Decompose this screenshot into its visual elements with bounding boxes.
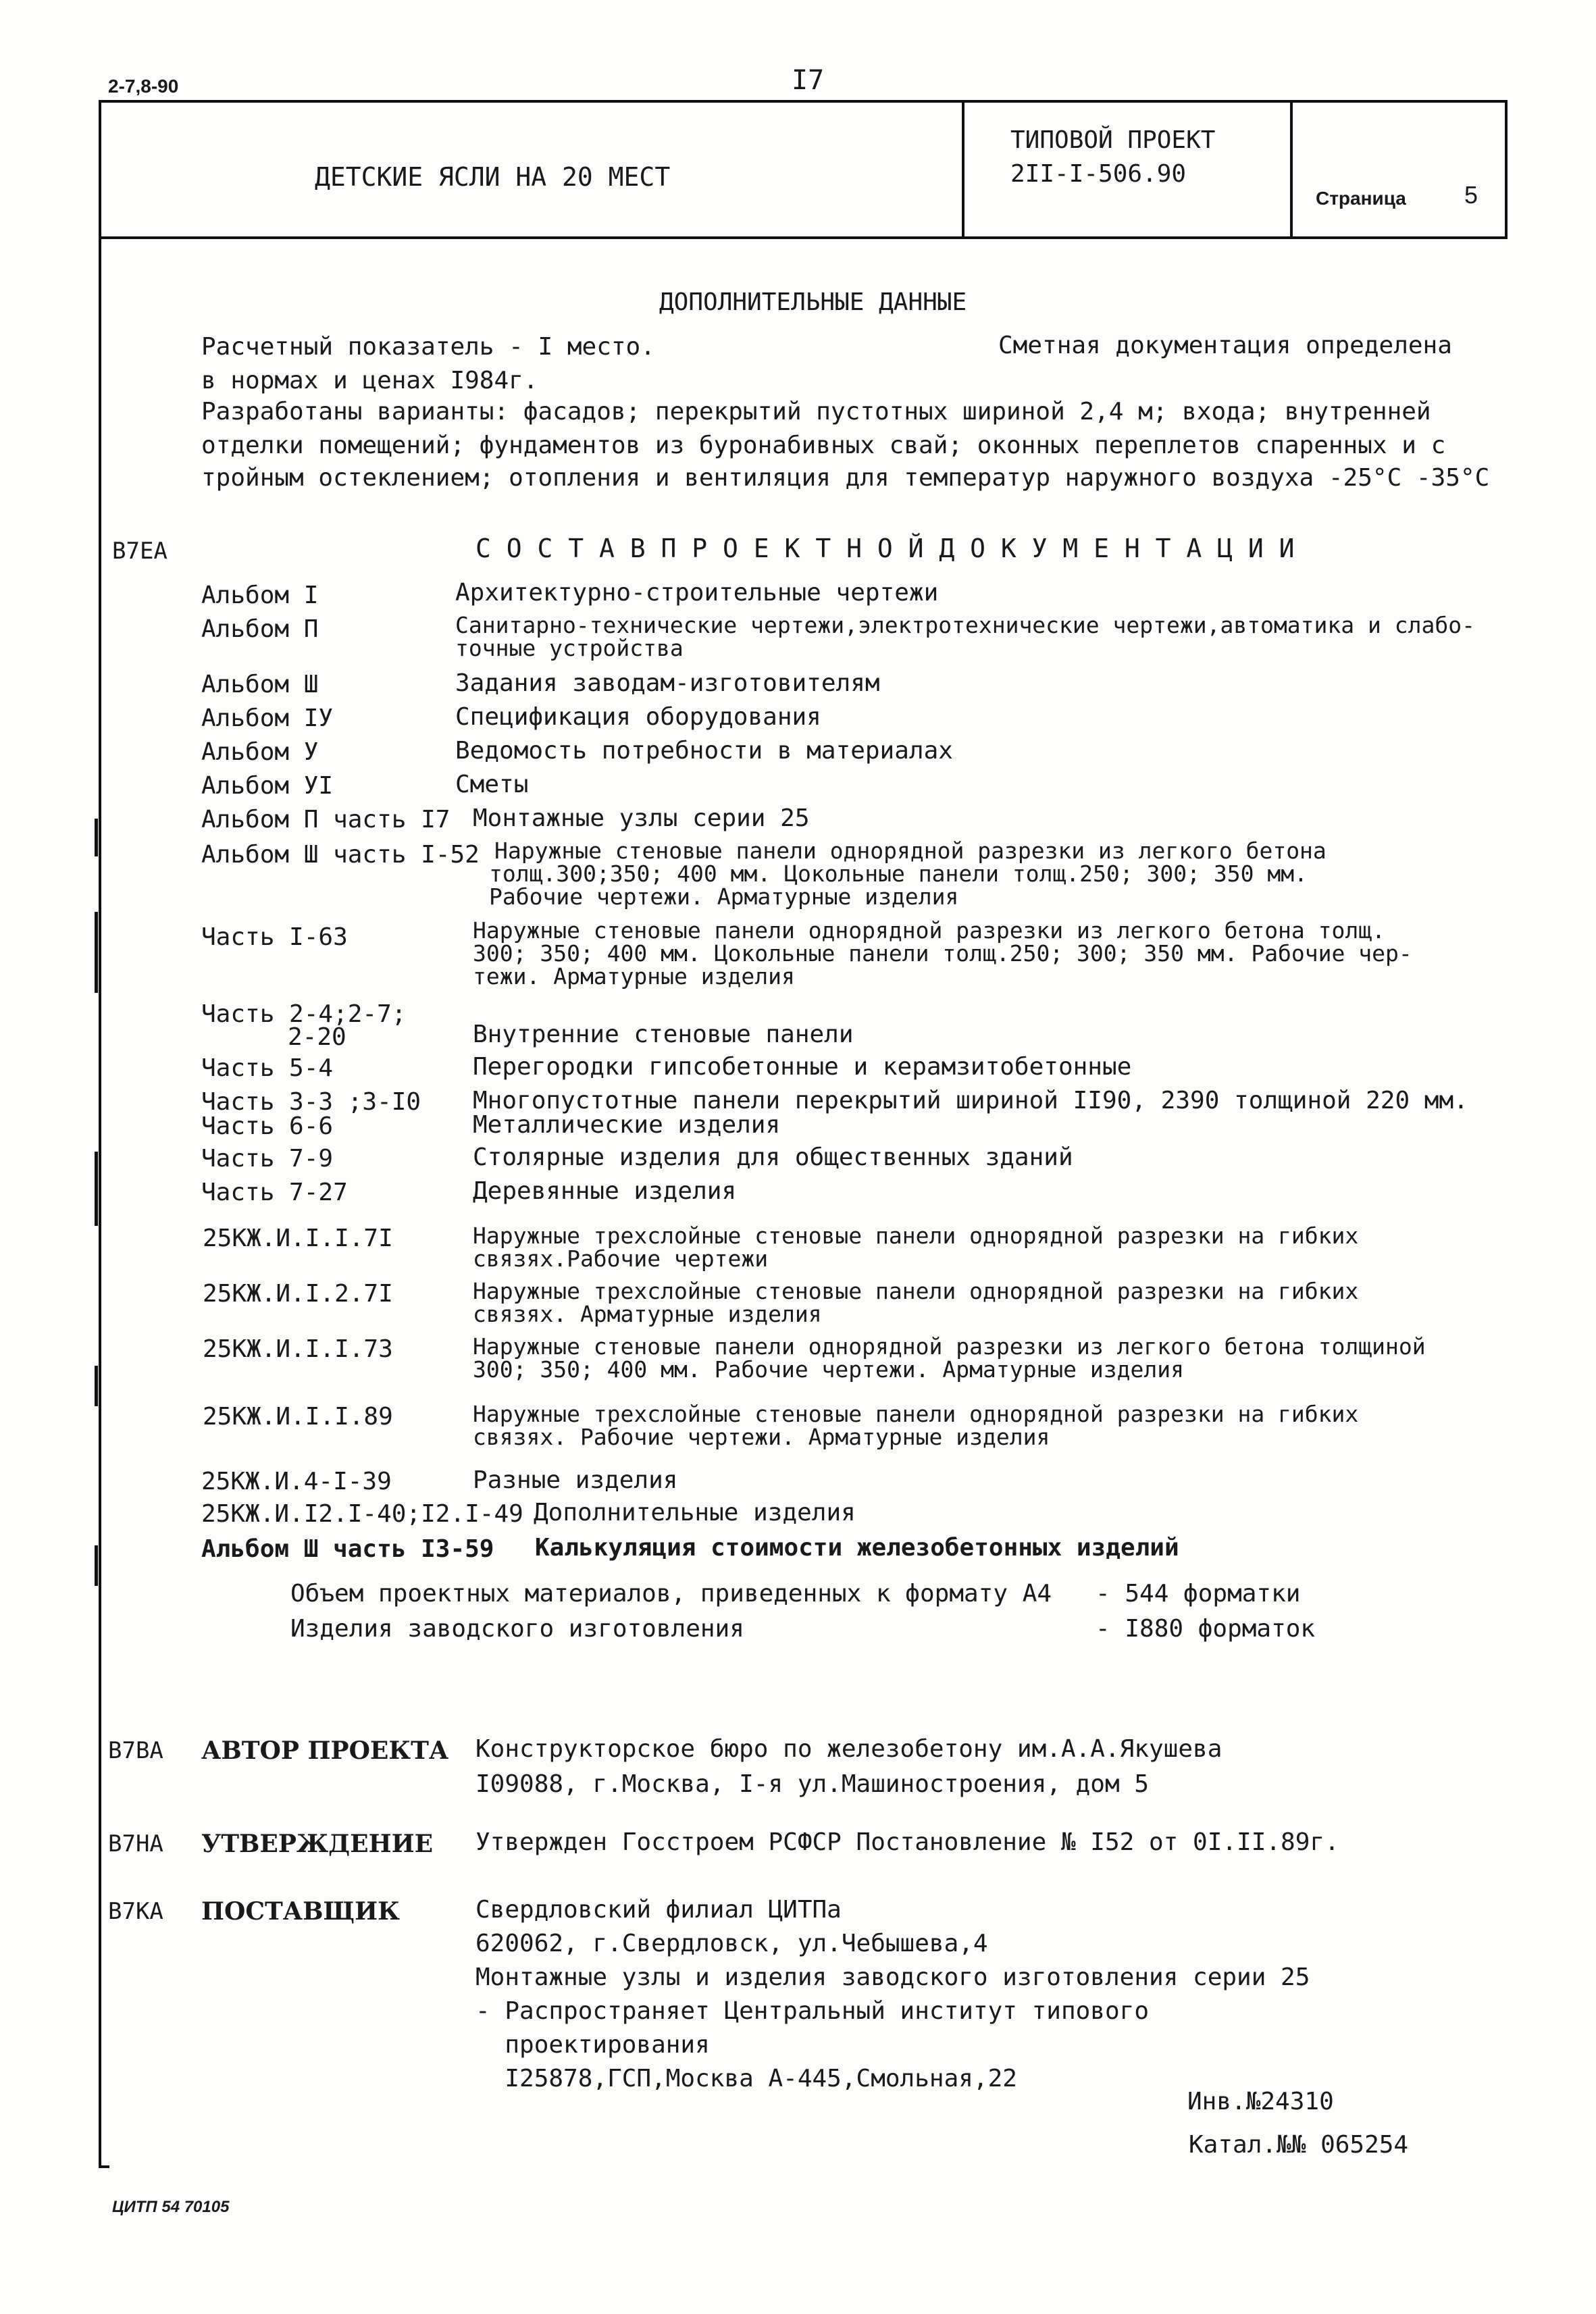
item-label: 25КЖ.И.4-I-39 <box>201 1468 392 1495</box>
item-label: 25КЖ.И.I.I.7I <box>203 1225 393 1252</box>
project-number: 2II-I-506.90 <box>1010 160 1187 188</box>
volume-label: Объем проектных материалов, приведенных к формату А4 <box>290 1580 1052 1608</box>
page-value: 5 <box>1464 181 1478 209</box>
item-desc: точные устройства <box>455 635 684 661</box>
author-code: В7ВА <box>108 1737 163 1764</box>
sheet-code: 2-7,8-90 <box>108 76 179 97</box>
item-label: 25КЖ.И.I.2.7I <box>203 1280 393 1308</box>
item-label: Альбом П часть I7 <box>201 806 451 833</box>
margin-mark <box>95 819 98 856</box>
estimate-note: Сметная документация определена <box>998 332 1452 359</box>
supplier-code: В7КА <box>108 1898 163 1925</box>
item-desc: Наружные стеновые панели однорядной разрезки из легкого бетона <box>494 838 1327 864</box>
extra-line: Расчетный показатель - I место. <box>201 333 655 361</box>
catalog-number: Катал.№№ 065254 <box>1189 2131 1409 2159</box>
item-desc: Наружные стеновые панели однорядной разрезки из легкого бетона толщ. <box>473 917 1386 944</box>
approval-code: В7НА <box>108 1830 163 1857</box>
item-label: Альбом Ш часть I-52 <box>201 841 480 869</box>
supplier-line: 620062, г.Свердловск, ул.Чебышева,4 <box>475 1930 988 1957</box>
item-desc: Рабочие чертежи. Арматурные изделия <box>489 883 959 910</box>
item-label: Альбом П <box>201 615 319 643</box>
approval-label: УТВЕРЖДЕНИЕ <box>201 1830 434 1858</box>
extra-line: Разработаны варианты: фасадов; перекрытий пустотных шириной 2,4 м; входа; внутренней <box>201 398 1431 426</box>
item-desc: Калькуляция стоимости железобетонных изделий <box>535 1534 1179 1562</box>
item-label: Часть 7-9 <box>201 1145 334 1173</box>
margin-mark <box>95 1152 98 1226</box>
item-label: Альбом У <box>201 738 319 766</box>
item-desc: связях. Рабочие чертежи. Арматурные изделия <box>473 1424 1050 1450</box>
item-label: Часть 6-6 <box>201 1112 334 1140</box>
item-label: 25КЖ.И.I2.I-40;I2.I-49 <box>201 1500 523 1528</box>
item-desc: Архитектурно-строительные чертежи <box>455 579 939 607</box>
volume-label: Изделия заводского изготовления <box>290 1615 744 1643</box>
item-desc: Деревянные изделия <box>473 1177 737 1205</box>
item-label: Альбом Ш <box>201 671 319 698</box>
volume-value: - I880 форматок <box>1096 1615 1316 1643</box>
item-label: Альбом IУ <box>201 704 334 732</box>
item-desc: Столярные изделия для общественных зданий <box>473 1143 1073 1171</box>
item-desc: Сметы <box>455 771 529 798</box>
item-desc: толщ.300;350; 400 мм. Цокольные панели толщ.250; 300; 350 мм. <box>489 860 1308 887</box>
item-desc: Наружные стеновые панели однорядной разрезки из легкого бетона толщиной <box>473 1333 1426 1360</box>
item-desc: Санитарно-технические чертежи,электротехнические чертежи,автоматика и слабо- <box>455 612 1475 638</box>
item-desc: Наружные трехслойные стеновые панели однорядной разрезки на гибких <box>473 1223 1359 1249</box>
approval-text: Утвержден Госстроем РСФСР Постановление № I52 от 0I.II.89г. <box>475 1828 1339 1856</box>
document-title: ДЕТСКИЕ ЯСЛИ НА 20 МЕСТ <box>315 162 671 192</box>
item-desc: связях. Арматурные изделия <box>473 1301 822 1327</box>
item-desc: связях.Рабочие чертежи <box>473 1245 769 1272</box>
extra-line: в нормах и ценах I984г. <box>201 367 538 394</box>
item-desc: Дополнительные изделия <box>534 1499 856 1526</box>
item-desc: Задания заводам-изготовителям <box>455 669 880 697</box>
item-desc: Перегородки гипсобетонные и керамзитобетонные <box>473 1053 1132 1081</box>
item-label: Часть I-63 <box>201 923 348 951</box>
project-label: ТИПОВОЙ ПРОЕКТ <box>1010 126 1216 154</box>
inventory-number: Инв.№24310 <box>1187 2088 1334 2115</box>
composition-heading: С О С Т А В П Р О Е К Т Н О Й Д О К У М Е Н Т А Ц И И <box>475 534 1295 563</box>
item-label: Часть 5-4 <box>201 1054 334 1082</box>
supplier-line: I25878,ГСП,Москва А-445,Смольная,22 <box>475 2065 1017 2092</box>
item-label: Альбом Ш часть I3-59 <box>201 1535 494 1563</box>
item-label: 25КЖ.И.I.I.73 <box>203 1335 393 1363</box>
author-line: Конструкторское бюро по железобетону им.А.А.Якушева <box>475 1735 1222 1763</box>
item-label: Альбом I <box>201 582 319 609</box>
supplier-label: ПОСТАВЩИК <box>201 1897 400 1926</box>
item-desc: Ведомость потребности в материалах <box>455 737 953 765</box>
author-line: I09088, г.Москва, I-я ул.Машиностроения, дом 5 <box>475 1770 1149 1798</box>
supplier-line: проектирования <box>475 2031 710 2059</box>
footer-stamp: ЦИТП 54 70105 <box>112 2198 230 2216</box>
supplier-line: Монтажные узлы и изделия заводского изготовления серии 25 <box>475 1963 1310 1991</box>
item-desc: Металлические изделия <box>473 1111 781 1139</box>
item-desc: Наружные трехслойные стеновые панели однорядной разрезки на гибких <box>473 1278 1359 1304</box>
supplier-line: Свердловский филиал ЦИТПа <box>475 1896 842 1924</box>
item-desc: Многопустотные панели перекрытий шириной II90, 2390 толщиной 220 мм. <box>473 1087 1468 1114</box>
item-desc: Внутренние стеновые панели <box>473 1021 854 1048</box>
page-label: Страница <box>1316 188 1406 209</box>
item-label: 25КЖ.И.I.I.89 <box>203 1403 393 1431</box>
item-desc: Монтажные узлы серии 25 <box>473 804 810 832</box>
item-label: Часть 7-27 <box>201 1179 348 1206</box>
item-desc: тежи. Арматурные изделия <box>473 963 795 989</box>
item-desc: Наружные трехслойные стеновые панели однорядной разрезки на гибких <box>473 1401 1359 1427</box>
extra-line: тройным остеклением; отопления и вентиляция для температур наружного воздуха -25°С -35°С <box>201 464 1490 492</box>
item-desc: Разные изделия <box>473 1466 678 1494</box>
item-desc: 300; 350; 400 мм. Цокольные панели толщ.250; 300; 350 мм. Рабочие чер- <box>473 940 1412 967</box>
page-number-top: I7 <box>792 65 825 96</box>
margin-mark <box>95 1366 98 1406</box>
item-label: Часть 3-3 ;3-I0 <box>201 1088 421 1116</box>
volume-value: - 544 форматки <box>1096 1580 1301 1608</box>
margin-mark <box>95 1545 98 1586</box>
margin-mark <box>95 912 98 993</box>
item-label: Альбом УI <box>201 772 334 800</box>
item-label: 2-20 <box>288 1023 346 1051</box>
supplier-line: - Распространяет Центральный институт типового <box>475 1997 1149 2025</box>
item-desc: 300; 350; 400 мм. Рабочие чертежи. Арматурные изделия <box>473 1356 1184 1383</box>
extra-line: отделки помещений; фундаментов из буронабивных свай; оконных переплетов спаренных и с <box>201 432 1446 459</box>
author-label: АВТОР ПРОЕКТА <box>201 1737 449 1765</box>
item-label: Часть 2-4;2-7; <box>201 1000 407 1028</box>
extra-heading: ДОПОЛНИТЕЛЬНЫЕ ДАННЫЕ <box>659 288 967 316</box>
item-desc: Спецификация оборудования <box>455 703 821 731</box>
composition-code: В7ЕА <box>112 538 168 565</box>
